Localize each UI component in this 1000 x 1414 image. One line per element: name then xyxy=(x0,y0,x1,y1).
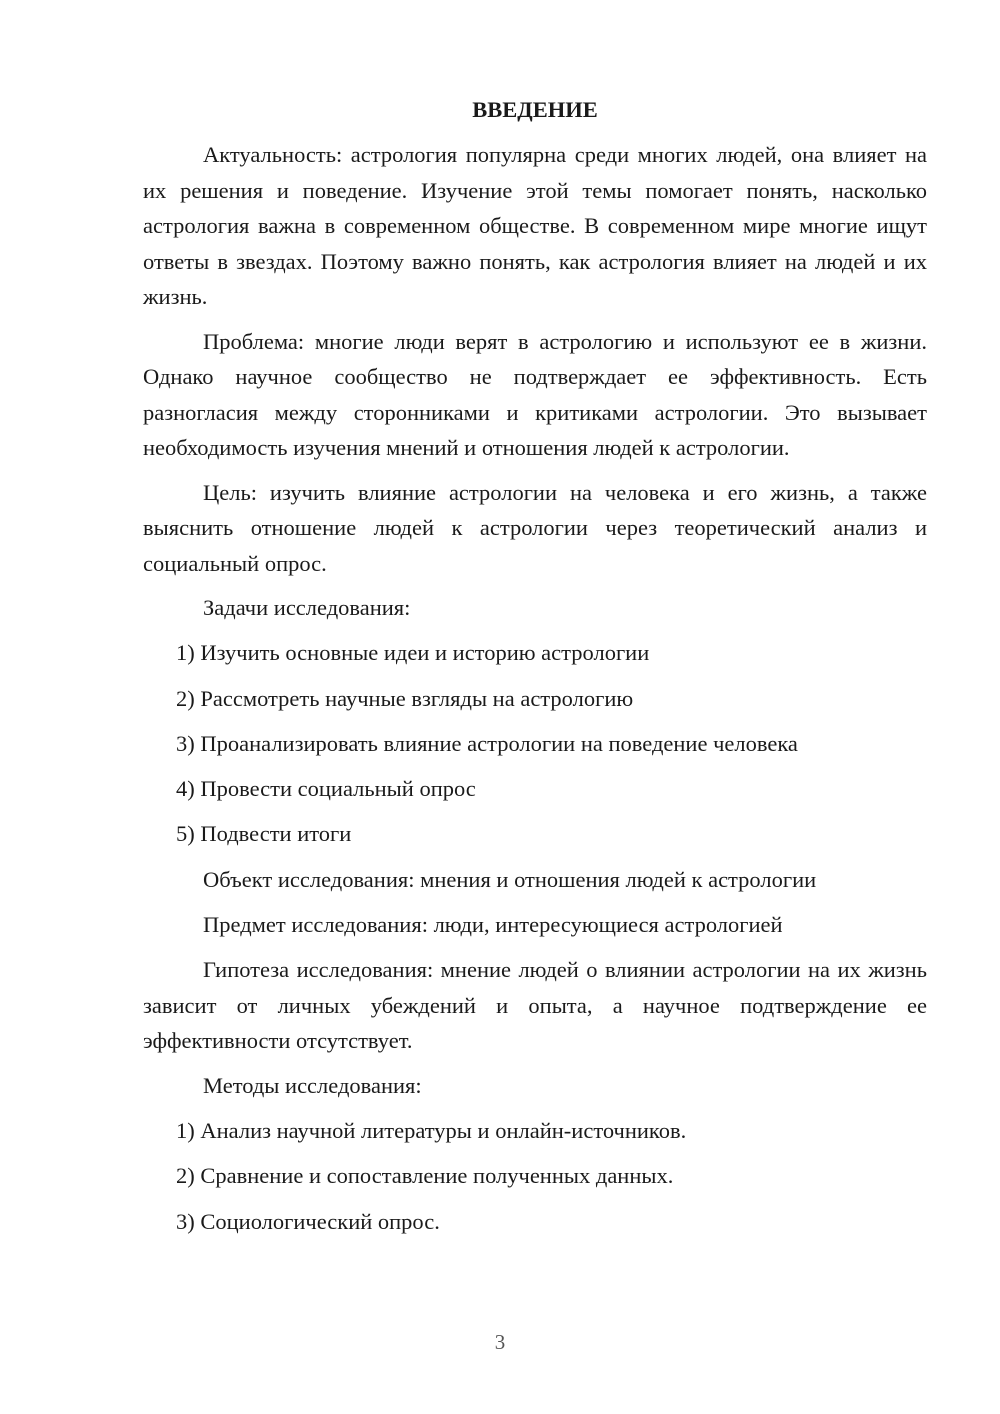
task-item-1: 1) Изучить основные идеи и историю астрологии xyxy=(176,640,650,666)
page-number: 3 xyxy=(494,1330,506,1354)
task-item-3: 3) Проанализировать влияние астрологии на поведение человека xyxy=(176,730,798,756)
methods-heading: Методы исследования: xyxy=(203,1072,422,1098)
object-line: Объект исследования: мнения и отношения людей к астрологии xyxy=(203,866,817,892)
section-title: ВВЕДЕНИЕ xyxy=(472,97,598,122)
problem-paragraph: Проблема: многие люди верят в астрологию и используют ее в жизни. Однако научное сообщество не подтверждает ее эффективность. Есть разногласия между сторонниками и критиками астрологии. Это вызывает необходимость изучения мнений и отношения людей к астрологии. xyxy=(143,328,927,460)
method-item-2: 2) Сравнение и сопоставление полученных данных. xyxy=(176,1163,674,1189)
task-item-5: 5) Подвести итоги xyxy=(176,821,352,847)
task-item-4: 4) Провести социальный опрос xyxy=(176,776,476,802)
goal-paragraph: Цель: изучить влияние астрологии на человека и его жизнь, а также выяснить отношение людей к астрологии через теоретический анализ и социальный опрос. xyxy=(143,479,927,576)
hypothesis-paragraph: Гипотеза исследования: мнение людей о влиянии астрологии на их жизнь зависит от личных убеждений и опыта, а научное подтверждение ее эффективности отсутствует. xyxy=(143,957,927,1054)
relevance-paragraph: Актуальность: астрология популярна среди многих людей, она влияет на их решения и поведение. Изучение этой темы помогает понять, насколько астрология важна в современном обществе. В современном мире многие ищут ответы в звездах. Поэтому важно понять, как астрология влияет на людей и их жизнь. xyxy=(143,142,927,309)
subject-line: Предмет исследования: люди, интересующиеся астрологией xyxy=(203,912,783,938)
task-item-2: 2) Рассмотреть научные взгляды на астрологию xyxy=(176,685,634,711)
page-content xyxy=(143,92,927,1249)
method-item-1: 1) Анализ научной литературы и онлайн-источников. xyxy=(176,1118,687,1144)
method-item-3: 3) Социологический опрос. xyxy=(176,1208,440,1234)
tasks-heading: Задачи исследования: xyxy=(203,595,411,620)
